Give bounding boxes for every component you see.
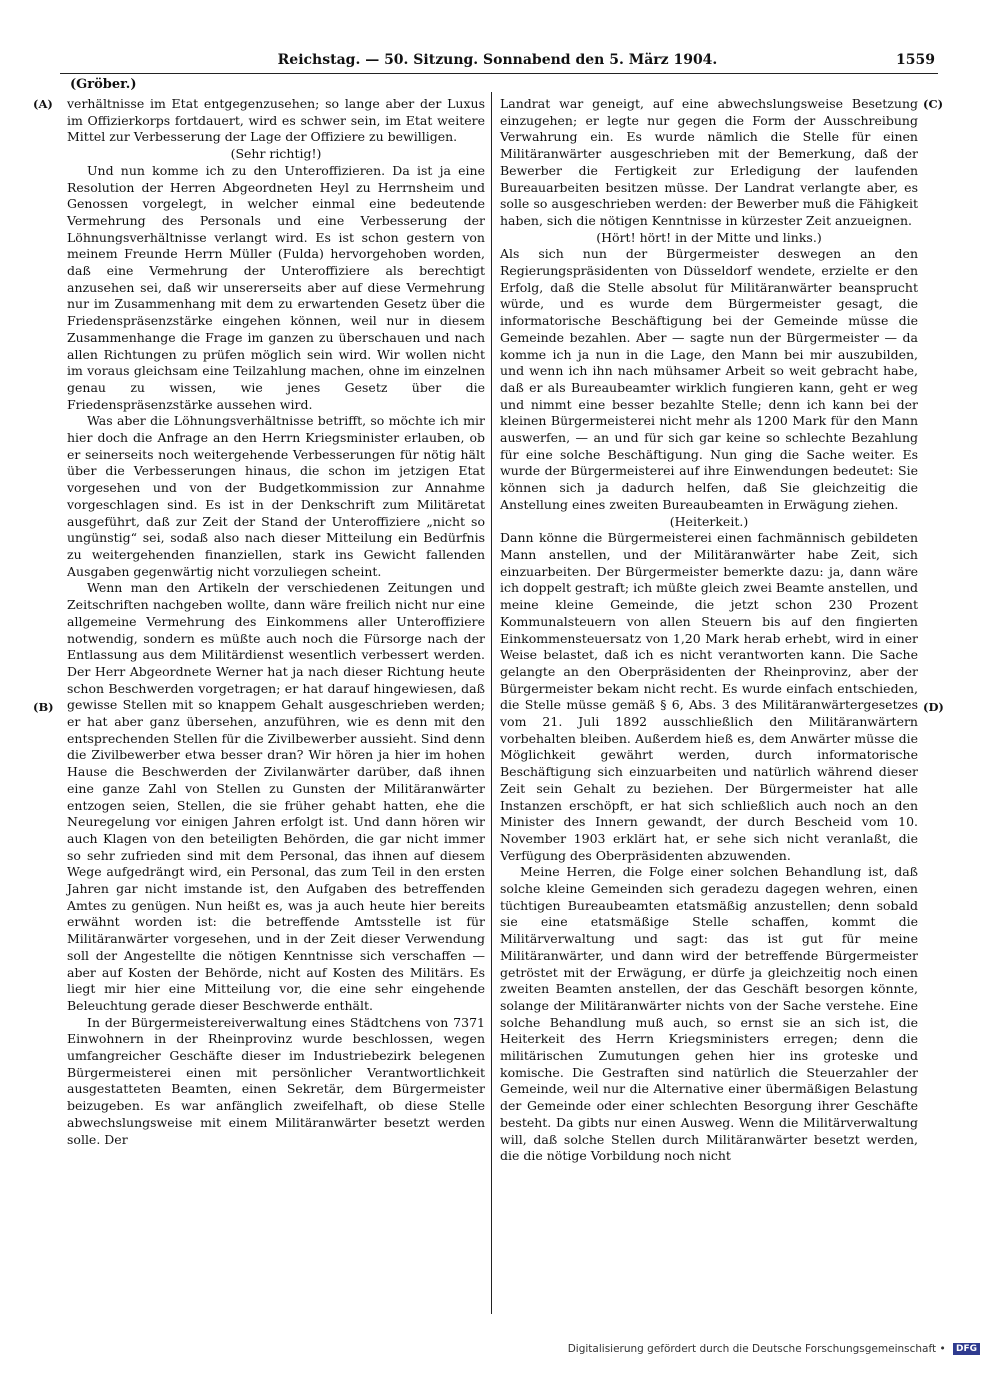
paragraph: Meine Herren, die Folge einer solchen Behandlung ist, daß solche kleine Gemeinden sich geradezu dagegen wehren, einen tüchtigen Bureaubeamten etatsmäßig anzustellen; denn sobald sie eine etatsmäßige Stelle schaffen, kommt die Militärverwaltung und sagt: das ist gut für meine Militäranwärter, und dann wird der betreffende Bürgermeister getröstet mit der Erwägung, er dürfe ja gleichzeitig noch einen zweiten Beamten anstellen, der das Geschäft besorgen könnte, solange der Militäranwärter nichts von der Sache verstehe. Eine solche Behandlung muß auch, so ernst sie an sich ist, die Heiterkeit des Herrn Kriegsministers erregen; denn die militärischen Zumutungen gehen hier ins groteske und komische. Die Gestraften sind natürlich die Steuerzahler der Gemeinde, weil nur die Alternative einer übermäßigen Belastung der Gemeinde oder einer schlechten Besorgung ihrer Geschäfte besteht. Da gibts nur einen Ausweg. Wenn die Militärverwaltung will, daß solche Stellen durch Militäranwärter besetzt werden, die die nötige Vorbildung noch nicht xyxy=(500,864,918,1164)
interjection: (Heiterkeit.) xyxy=(669,513,749,529)
page-number: 1559 xyxy=(896,52,935,68)
paragraph: Als sich nun der Bürgermeister deswegen an den Regierungspräsidenten von Düsseldorf wendete, erzielte er den Erfolg, daß die Stelle absolut für Militäranwärter beansprucht würde, und es wurde dem Bürgermeister gesagt, die informatorische Beschäftigung bei der Gemeinde müsse die Gemeinde bezahlen. Aber — sagte nun der Bürgermeister — da komme ich ja nun in die Lage, den Mann bei mir auszubilden, und wenn ich ihn nach mühsamer Arbeit so weit gebracht habe, daß er als Bureaubeamter wirklich fungieren kann, geht er weg und nimmt eine besser bezahlte Stelle; denn ich kann bei der kleinen Bürgermeisterei nicht mehr als 1200 Mark für den Mann auswerfen, — an und für sich gar keine so schlechte Bezahlung für eine solche Beschäftigung. Nun ging die Sache weiter. Es wurde der Bürgermeisterei auf ihre Einwendungen bedeutet: Sie können sich ja dadurch helfen, daß Sie gleichzeitig die Anstellung eines zweiten Bureaubeamten in Erwägung ziehen. xyxy=(500,246,918,512)
dfg-logo: DFG xyxy=(953,1343,980,1355)
speaker-name: (Gröber.) xyxy=(70,77,137,92)
paragraph: Landrat war geneigt, auf eine abwechslungsweise Besetzung einzugehen; er legte nur gegen die Form der Ausschreibung Verwahrung ein. Es wurde nämlich die Stelle für einen Militäranwärter ausgeschrieben mit der Bemerkung, daß der Bewerber die Fertigkeit zur Erledigung der laufenden Bureauarbeiten besitzen müsse. Der Landrat verlangte aber, es solle so ausgeschrieben werden: der Bewerber muß die Fähigkeit haben, sich die nötigen Kenntnisse in kürzester Zeit anzueignen. xyxy=(500,96,918,228)
footer-text: Digitalisierung gefördert durch die Deutsche Forschungsgemeinschaft • xyxy=(567,1343,946,1355)
left-column xyxy=(67,96,485,1148)
margin-marker-a: (A) xyxy=(33,97,53,111)
paragraph: Dann könne die Bürgermeisterei einen fachmännisch gebildeten Mann anstellen, und der Militäranwärter habe Zeit, sich einzuarbeiten. Der Bürgermeister bemerkte dazu: ja, dann wäre ich doppelt gestraft; ich müßte gleich zwei Beamte anstellen, und meine kleine Gemeinde, die jetzt schon 230 Prozent Kommunalsteuern von allen Steuern bis auf den fingierten Einkommensteuersatz von 1,20 Mark herab erhebt, wird in einer Weise belastet, daß ich es nicht verantworten kann. Die Sache gelangte an den Oberpräsidenten der Rheinprovinz, aber der Bürgermeister bekam nicht recht. Es wurde einfach entschieden, die Stelle müsse gemäß § 6, Abs. 3 des Militäranwärtergesetzes vom 21. Juli 1892 ausschließlich den Militäranwärtern vorbehalten bleiben. Außerdem hieß es, dem Anwärter müsse die Möglichkeit gewährt werden, durch informatorische Beschäftigung sich einzuarbeiten und natürlich während dieser Zeit sein Gehalt zu beziehen. Der Bürgermeister hat alle Instanzen erschöpft, er hat sich schließlich auch noch an den Minister des Innern gewandt, der durch Bescheid vom 10. November 1903 erklärt hat, er sehe sich nicht veranlaßt, die Verfügung des Oberpräsidenten abzuwenden. xyxy=(500,530,918,863)
footer xyxy=(560,1343,980,1361)
paragraph: Was aber die Löhnungsverhältnisse betrifft, so möchte ich mir hier doch die Anfrage an den Herrn Kriegsminister erlauben, ob er seinerseits noch weitergehende Verbesserungen für nötig hält über die Verbesserungen hinaus, die schon im jetzigen Etat vorgesehen und von der Budgetkommission zur Annahme vorgeschlagen sind. Es ist in der Denkschrift zum Militäretat ausgeführt, daß zur Zeit der Stand der Unteroffiziere „nicht so ungünstig“ sei, sodaß also nach dieser Mitteilung ein Bedürfnis zu weitergehenden finanziellen, stark ins Gewicht fallenden Ausgaben gegenwärtig nicht vorzuliegen scheint. xyxy=(67,413,485,579)
page-header xyxy=(60,52,935,72)
paragraph: verhältnisse im Etat entgegenzusehen; so lange aber der Luxus im Offizierkorps fortdauert, wird es schwer sein, im Etat weitere Mittel zur Verbesserung der Lage der Offiziere zu bewilligen. xyxy=(67,96,485,145)
interjection: (Sehr richtig!) xyxy=(230,146,322,162)
interjection: (Hört! hört! in der Mitte und links.) xyxy=(596,229,822,245)
paragraph: Und nun komme ich zu den Unteroffizieren. Da ist ja eine Resolution der Herren Abgeordneten Heyl zu Herrnsheim und Genossen vorgelegt, in welcher einmal eine bedeutende Vermehrung des Personals und eine Verbesserung der Löhnungsverhältnisse verlangt wird. Es ist schon gestern von meinem Freunde Herrn Müller (Fulda) hervorgehoben worden, daß eine Vermehrung der Unteroffiziere als berechtigt anzusehen sei, daß wir unsererseits aber auf diese Vermehrung nur im Zusammenhang mit dem zu erwartenden Gesetz über die Friedenspräsenzstärke eingehen können, weil nur in diesem Zusammenhange die Frage im ganzen zu überschauen und nach allen Richtungen zu prüfen möglich sein wird. Wir wollen nicht im voraus gleichsam eine Teilzahlung machen, ohne im einzelnen genau zu wissen, wie jenes Gesetz über die Friedenspräsenzstärke aussehen wird. xyxy=(67,162,485,412)
margin-marker-b: (B) xyxy=(33,700,54,714)
header-rule xyxy=(60,73,938,74)
margin-marker-c: (C) xyxy=(923,97,944,111)
right-column xyxy=(500,96,918,1165)
header-title: Reichstag. — 50. Sitzung. Sonnabend den 5. März 1904. xyxy=(277,52,718,68)
paragraph: In der Bürgermeistereiverwaltung eines Städtchens von 7371 Einwohnern in der Rheinprovinz wurde beschlossen, wegen umfangreicher Geschäfte dieser im Industriebezirk belegenen Bürgermeisterei einen mit persönlicher Verantwortlichkeit ausgestatteten Beamten, einen Sekretär, dem Bürgermeister beizugeben. Es war anfänglich zweifelhaft, ob diese Stelle abwechslungsweise mit einem Militäranwärter besetzt werden solle. Der xyxy=(67,1014,485,1147)
paragraph: Wenn man den Artikeln der verschiedenen Zeitungen und Zeitschriften nachgeben wollte, dann wäre freilich nicht nur eine allgemeine Vermehrung des Einkommens aller Unteroffiziere notwendig, sondern es müßte auch noch die Fürsorge nach der Entlassung aus dem Militärdienst wesentlich verbessert werden. Der Herr Abgeordnete Werner hat ja nach dieser Richtung heute schon Beschwerden vorgetragen; er hat darauf hingewiesen, daß gewisse Stellen mit so knappem Gehalt ausgeschrieben werden; er hat aber ganz übersehen, anzuführen, wie es denn mit den entsprechenden Stellen für die Zivilbewerber aussieht. Sind denn die Zivilbewerber etwa besser dran? Wir hören ja hier im hohen Hause die Beschwerden der Zivilanwärter darüber, daß ihnen eine ganze Zahl von Stellen zu Gunsten der Militäranwärter entzogen seien, Stellen, die sie früher gehabt hatten, ehe die Neuregelung vor einigen Jahren erfolgt ist. Und dann hören wir auch Klagen von den beteiligten Behörden, die gar nicht immer so sehr zufrieden sind mit dem Personal, das ihnen auf diesem Wege aufgedrängt wird, ein Personal, das zum Teil in den ersten Jahren gar nicht imstande ist, den Aufgaben des betreffenden Amtes zu genügen. Nun heißt es, was ja auch heute hier bereits erwähnt worden ist: die betreffende Amtsstelle ist für Militäranwärter vorgesehen, und in der Zeit dieser Verwendung soll der Angestellte die nötigen Kenntnisse sich verschaffen — aber auf Kosten der Behörde, nicht auf Kosten des Militärs. Es liegt mir hier eine Mitteilung vor, die eine sehr eingehende Beleuchtung gerade dieser Beschwerde enthält. xyxy=(67,580,485,1013)
margin-marker-d: (D) xyxy=(923,700,944,714)
column-divider xyxy=(491,92,492,1314)
